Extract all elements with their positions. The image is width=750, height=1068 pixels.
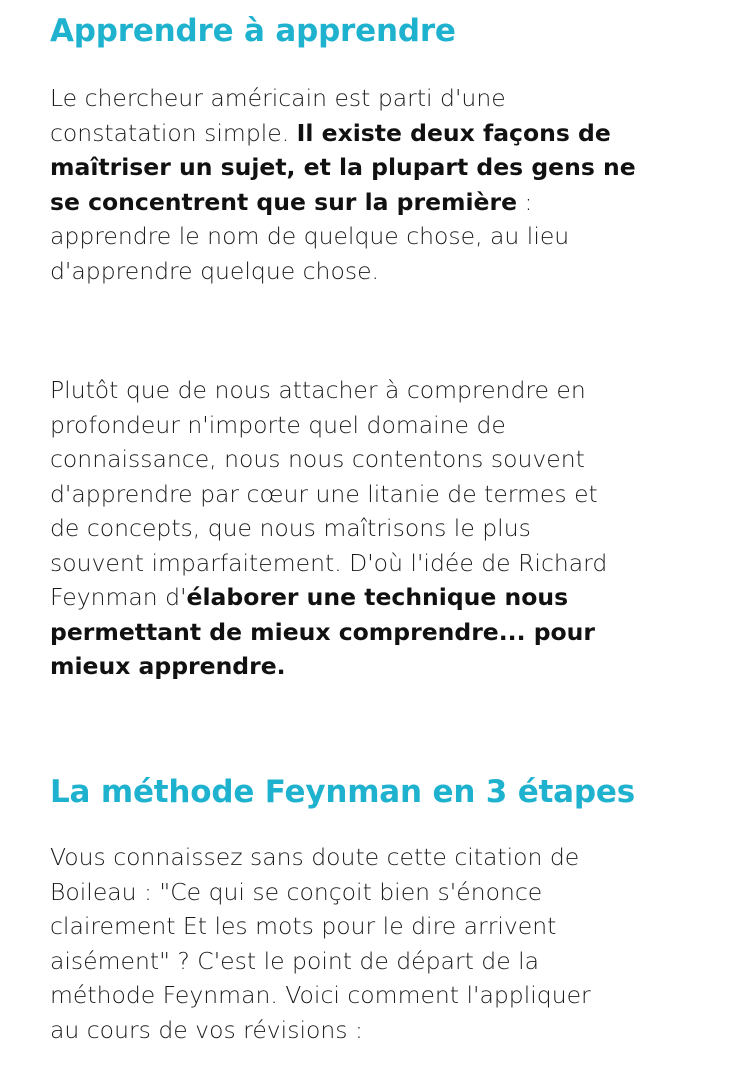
section-heading-methode-feynman: La méthode Feynman en 3 étapes: [50, 774, 635, 810]
bold-text: se concentrent que sur la première: [50, 187, 518, 216]
text-line: d'apprendre par cœur une litanie de termes et: [50, 479, 598, 508]
text-segment: constatation simple.: [50, 118, 297, 147]
text-line: Plutôt que de nous attacher à comprendre en: [50, 376, 586, 404]
text-line: [50, 185, 710, 220]
text-line: clairement Et les mots pour le dire arrivent: [50, 912, 557, 940]
text-line: au cours de vos révisions :: [50, 1015, 363, 1044]
text-line: profondeur n'importe quel domaine de: [50, 410, 506, 439]
text-segment: Feynman d': [50, 583, 187, 611]
section-heading-apprendre: Apprendre à apprendre: [50, 13, 456, 49]
text-line: de concepts, que nous maîtrisons le plus: [50, 514, 531, 542]
paragraph-boileau: [50, 840, 710, 1047]
text-line: apprendre le nom de quelque chose, au lieu: [50, 222, 570, 250]
bold-text: maîtriser un sujet, et la plupart des gens ne: [50, 153, 636, 181]
text-line: Vous connaissez sans doute cette citation de: [50, 843, 580, 871]
text-line: [50, 150, 710, 185]
text-line: Boileau : "Ce qui se conçoit bien s'énonce: [50, 877, 543, 906]
text-line: [50, 615, 710, 650]
text-line: Le chercheur américain est parti d'une: [50, 84, 506, 112]
text-line: [50, 649, 710, 684]
text-line: d'apprendre quelque chose.: [50, 256, 379, 285]
text-line: aisément" ? C'est le point de départ de la: [50, 946, 540, 975]
paragraph-feynman-idea: [50, 373, 710, 684]
bold-text: Il existe deux façons de: [296, 118, 611, 147]
bold-text: élaborer une technique nous: [186, 583, 569, 611]
text-line: [50, 116, 710, 151]
text-segment: :: [517, 187, 533, 216]
text-line: souvent imparfaitement. D'où l'idée de Richard: [50, 548, 608, 577]
bold-text: permettant de mieux comprendre... pour: [50, 617, 595, 646]
bold-text: mieux apprendre.: [50, 652, 286, 680]
text-line: connaissance, nous nous contentons souvent: [50, 445, 585, 473]
paragraph-constatation: [50, 81, 710, 288]
text-line: [50, 580, 710, 615]
text-line: méthode Feynman. Voici comment l'appliquer: [50, 981, 591, 1009]
